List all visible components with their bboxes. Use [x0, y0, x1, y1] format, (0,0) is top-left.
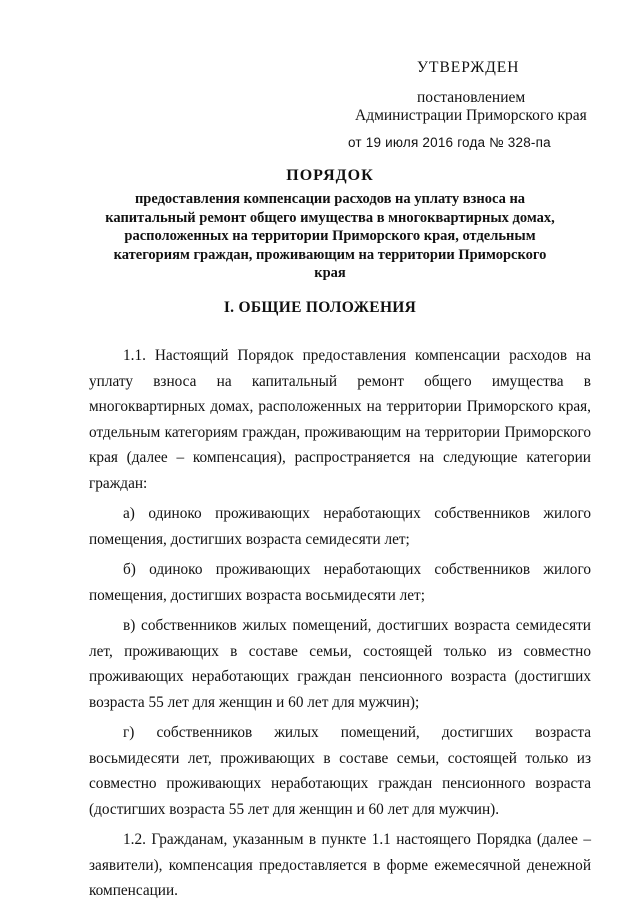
paragraph-1-1: 1.1. Настоящий Порядок предоставления компенсации расходов на уплату взноса на капитальный ремонт общего имущества в многоквартирных домах, расположенных на территории Приморского края, отдельным категориям граждан, проживающим на территории Приморского края (далее – компенсация), распространяется на следующие категории граждан:: [89, 347, 591, 492]
document-title-block: [100, 166, 560, 283]
paragraph-1-2: 1.2. Гражданам, указанным в пункте 1.1 настоящего Порядка (далее – заявители), компенсация предоставляется в форме ежемесячной денежной компенсации.: [89, 831, 591, 899]
paragraph-item-a: а) одиноко проживающих неработающих собственников жилого помещения, достигших возраста семидесяти лет;: [89, 505, 591, 548]
approval-organization: Администрации Приморского края: [355, 107, 587, 124]
document-body: [89, 343, 591, 909]
document-title: ПОРЯДОК: [286, 167, 374, 184]
document-subtitle: предоставления компенсации расходов на уплату взноса на капитальный ремонт общего имущества в многоквартирных домах, расположенных на территории Приморского края, отдельным категориям граждан, проживающим на территории Приморского края: [105, 191, 555, 281]
paragraph-item-v: в) собственников жилых помещений, достигших возраста семидесяти лет, проживающих в составе семьи, состоящей только из совместно проживающих неработающих граждан пенсионного возраста (достигших возраста 55 лет для женщин и 60 лет для мужчин);: [89, 617, 591, 711]
section-heading: I. ОБЩИЕ ПОЛОЖЕНИЯ: [223, 299, 417, 316]
paragraph-item-b: б) одиноко проживающих неработающих собственников жилого помещения, достигших возраста восьмидесяти лет;: [89, 561, 591, 604]
approval-date-line: от 19 июля 2016 года № 328-па: [348, 135, 551, 150]
approval-by: постановлением: [417, 89, 526, 106]
paragraph-item-g: г) собственников жилых помещений, достигших возраста восьмидесяти лет, проживающих в составе семьи, состоящей только из совместно проживающих неработающих граждан пенсионного возраста (достигших возраста 55 лет для женщин и 60 лет для мужчин).: [89, 724, 591, 818]
approval-title: УТВЕРЖДЕН: [417, 59, 520, 76]
